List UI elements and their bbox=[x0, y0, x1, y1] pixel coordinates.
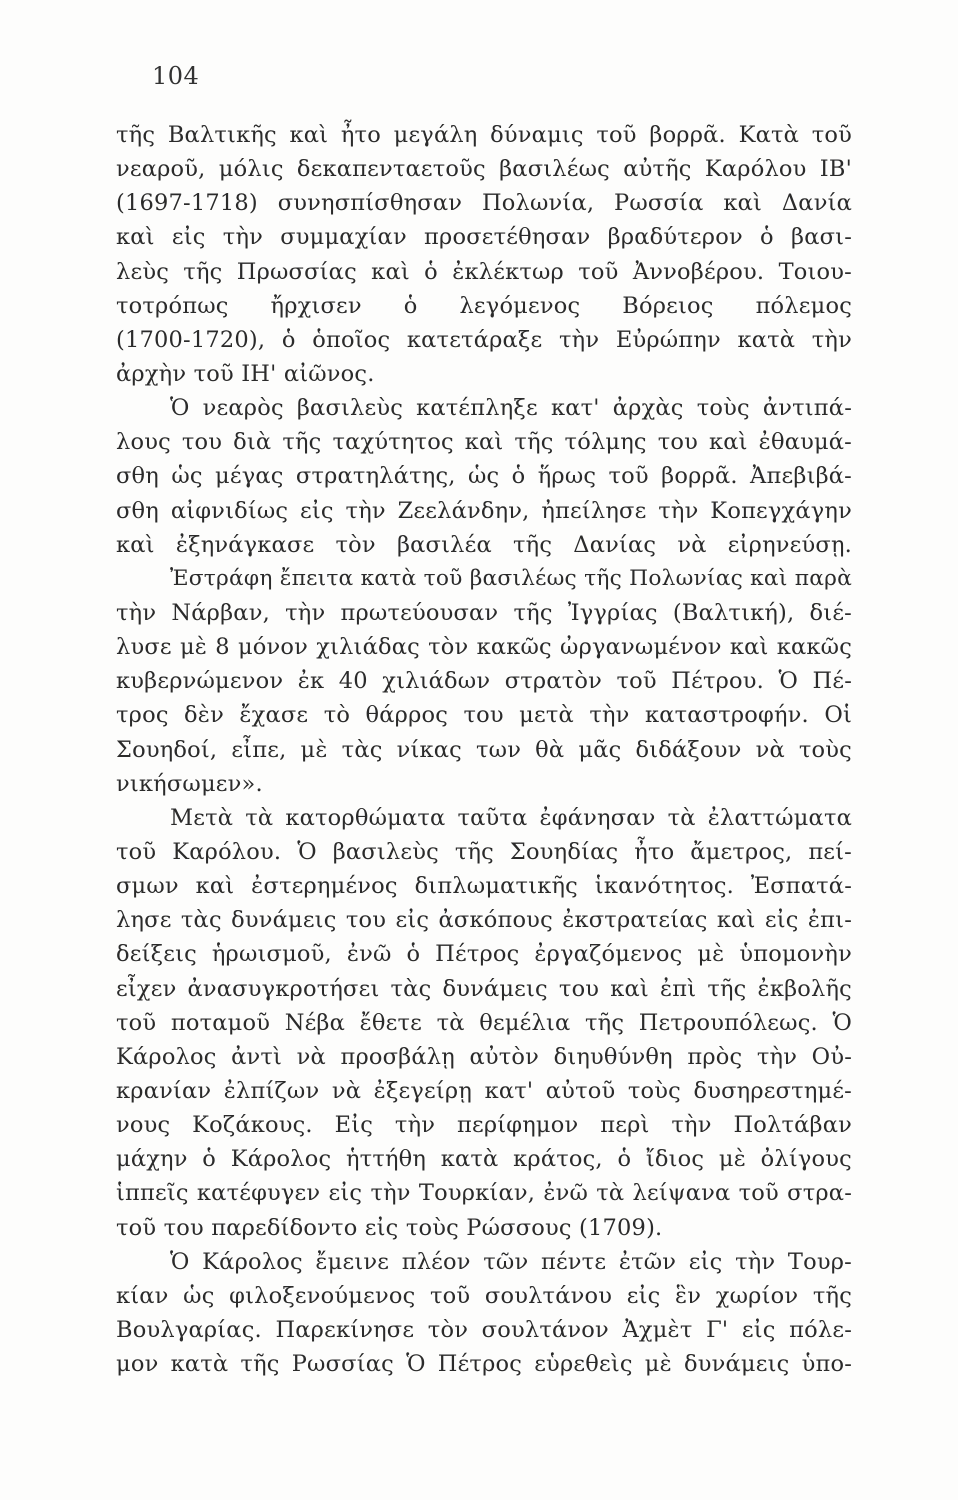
text-line: καὶ εἰς τὴν συμμαχίαν προσετέθησαν βραδύτερον ὁ βασι- bbox=[116, 224, 852, 251]
text-line: σμων καὶ ἐστερημένος διπλωματικῆς ἱκανότητος. Ἐσπατά- bbox=[116, 873, 852, 900]
text-line: τὴν Νάρβαν, τὴν πρωτεύουσαν τῆς Ἰγγρίας (Βαλτική), διέ- bbox=[116, 599, 852, 626]
text-line: τοῦ Καρόλου. Ὁ βασιλεὺς τῆς Σουηδίας ἦτο ἄμετρος, πεί- bbox=[116, 838, 852, 865]
text-line: ἀρχὴν τοῦ ΙΗ' αἰῶνος. bbox=[116, 360, 375, 387]
text-line: λυσε μὲ 8 μόνον χιλιάδας τὸν κακῶς ὠργανωμένον καὶ κακῶς bbox=[116, 634, 852, 661]
text-line: κρανίαν ἐλπίζων νὰ ἐξεγείρῃ κατ' αὐτοῦ τοὺς δυσηρεστημέ- bbox=[116, 1077, 852, 1104]
text-line: κίαν ὡς φιλοξενούμενος τοῦ σουλτάνου εἰς ἓν χωρίον τῆς bbox=[116, 1282, 852, 1309]
text-line: εἶχεν ἀνασυγκροτήσει τὰς δυνάμεις του καὶ ἐπὶ τῆς ἐκβολῆς bbox=[116, 975, 852, 1002]
text-line: Κάρολος ἀντὶ νὰ προσβάλῃ αὐτὸν διηυθύνθη πρὸς τὴν Οὐ- bbox=[116, 1043, 852, 1070]
text-line: τοῦ του παρεδίδοντο εἰς τοὺς Ρώσσους (1709). bbox=[116, 1214, 663, 1241]
text-line: Μετὰ τὰ κατορθώματα ταῦτα ἐφάνησαν τὰ ἐλαττώματα bbox=[170, 804, 852, 831]
text-line: τοῦ ποταμοῦ Νέβα ἔθετε τὰ θεμέλια τῆς Πετρουπόλεως. Ὁ bbox=[116, 1009, 852, 1036]
text-line: μον κατὰ τῆς Ρωσσίας Ὁ Πέτρος εὑρεθεὶς μὲ δυνάμεις ὑπο- bbox=[116, 1351, 852, 1378]
text-line: τοτρόπως ἤρχισεν ὁ λεγόμενος Βόρειος πόλεμος bbox=[116, 292, 852, 319]
text-line: λους του διὰ τῆς ταχύτητος καὶ τῆς τόλμης του καὶ ἐθαυμά- bbox=[116, 429, 852, 456]
text-line: Ἐστράφη ἔπειτα κατὰ τοῦ βασιλέως τῆς Πολωνίας καὶ παρὰ bbox=[170, 565, 852, 591]
text-line: λησε τὰς δυνάμεις του εἰς ἀσκόπους ἐκστρατείας καὶ εἰς ἐπι- bbox=[116, 907, 852, 934]
text-line: (1700-1720), ὁ ὁποῖος κατετάραξε τὴν Εὐρώπην κατὰ τὴν bbox=[116, 326, 852, 353]
text-line: ἱππεῖς κατέφυγεν εἰς τὴν Τουρκίαν, ἐνῶ τὰ λείψανα τοῦ στρα- bbox=[116, 1180, 852, 1207]
text-line: νεαροῦ, μόλις δεκαπενταετοῦς βασιλέως αὐτῆς Καρόλου ΙΒ' bbox=[116, 156, 852, 183]
body-text bbox=[116, 118, 852, 1381]
text-line: (1697-1718) συνησπίσθησαν Πολωνία, Ρωσσία καὶ Δανία bbox=[116, 190, 852, 217]
text-line: μάχην ὁ Κάρολος ἡττήθη κατὰ κράτος, ὁ ἴδιος μὲ ὀλίγους bbox=[116, 1146, 852, 1173]
text-line: Βουλγαρίας. Παρεκίνησε τὸν σουλτάνον Ἀχμὲτ Γ' εἰς πόλε- bbox=[116, 1316, 852, 1343]
page-number: 104 bbox=[152, 62, 200, 90]
text-line: Ὁ νεαρὸς βασιλεὺς κατέπληξε κατ' ἀρχὰς τοὺς ἀντιπά- bbox=[170, 395, 852, 422]
text-line: νικήσωμεν». bbox=[116, 770, 263, 797]
text-line: τῆς Βαλτικῆς καὶ ἦτο μεγάλη δύναμις τοῦ βορρᾶ. Κατὰ τοῦ bbox=[116, 122, 852, 148]
text-line: σθη αἰφνιδίως εἰς τὴν Ζεελάνδην, ἠπείλησε τὴν Κοπεγχάγην bbox=[116, 497, 852, 524]
text-line: Ὁ Κάρολος ἔμεινε πλέον τῶν πέντε ἐτῶν εἰς τὴν Τουρ- bbox=[170, 1248, 852, 1275]
text-line: νους Κοζάκους. Εἰς τὴν περίφημον περὶ τὴν Πολτάβαν bbox=[116, 1112, 852, 1139]
text-line: Σουηδοί, εἶπε, μὲ τὰς νίκας των θὰ μᾶς διδάξουν νὰ τοὺς bbox=[116, 736, 852, 763]
text-line: τρος δὲν ἔχασε τὸ θάρρος του μετὰ τὴν καταστροφήν. Οἱ bbox=[116, 702, 852, 729]
text-line: σθη ὡς μέγας στρατηλάτης, ὡς ὁ ἥρως τοῦ βορρᾶ. Ἀπεβιβά- bbox=[116, 463, 852, 490]
text-line: καὶ ἐξηνάγκασε τὸν βασιλέα τῆς Δανίας νὰ εἰρηνεύσῃ. bbox=[116, 531, 852, 558]
text-line: κυβερνώμενον ἐκ 40 χιλιάδων στρατὸν τοῦ Πέτρου. Ὁ Πέ- bbox=[116, 668, 852, 695]
text-line: δείξεις ἡρωισμοῦ, ἐνῶ ὁ Πέτρος ἐργαζόμενος μὲ ὑπομονὴν bbox=[116, 941, 852, 968]
text-line: λεὺς τῆς Πρωσσίας καὶ ὁ ἐκλέκτωρ τοῦ Ἀννοβέρου. Τοιου- bbox=[116, 258, 852, 285]
